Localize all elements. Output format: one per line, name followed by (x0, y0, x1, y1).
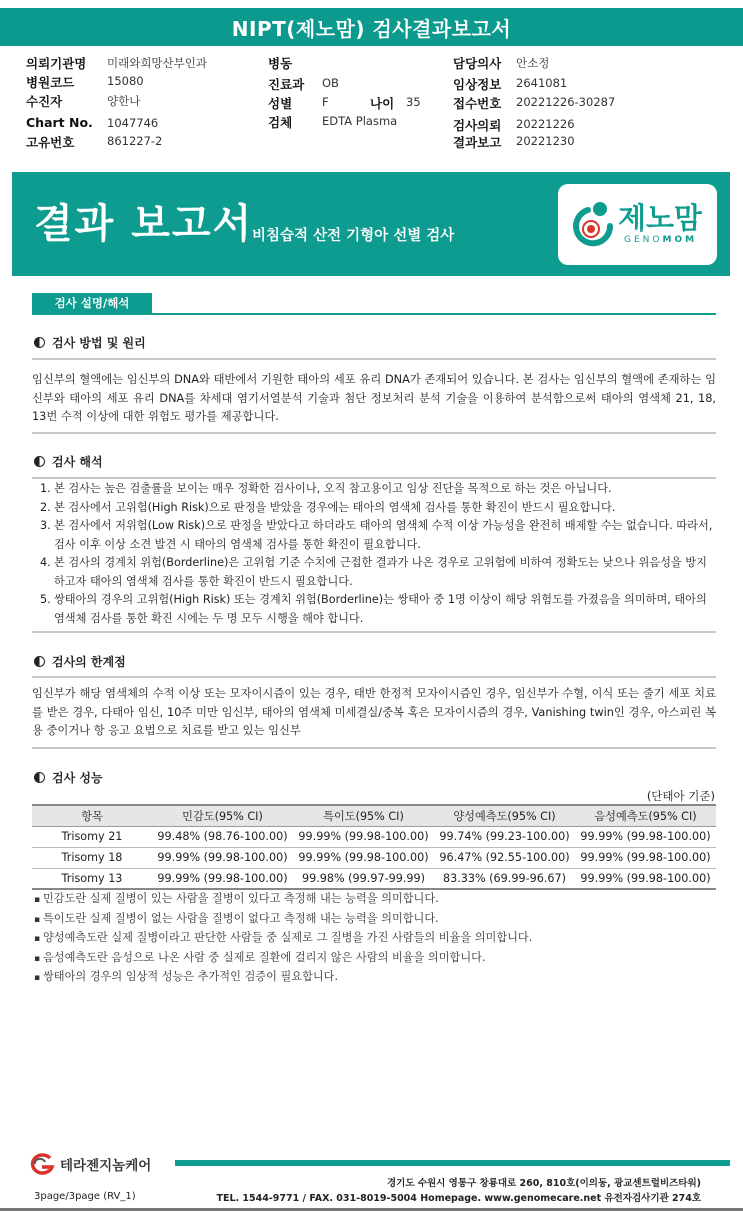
genomom-logo (558, 184, 717, 265)
info-label: 의뢰기관명 (26, 56, 87, 71)
logo-sub-a: GENO (624, 235, 663, 245)
table-cell: 83.33% (69.99-96.67) (434, 868, 575, 889)
table-cell: Trisomy 18 (32, 847, 152, 868)
divider (32, 747, 716, 749)
info-label: 병원코드 (26, 75, 75, 90)
banner-title: 결과 보고서 (34, 201, 254, 247)
info-label: 성별 (268, 96, 293, 111)
table-cell: Trisomy 13 (32, 868, 152, 889)
section-tab: 검사 설명/해석 (32, 293, 152, 313)
section-divider (32, 313, 716, 315)
list-text: 쌍태아의 경우의 고위험(High Risk) 또는 경계치 위험(Borderline)는 쌍태아 중 1명 이상이 해당 위험도를 가졌음을 의미하며, 태아의 염색체 검사를 통한 확진 시에는 두 명 모두 시행을 해야 합니다. (54, 593, 707, 625)
half-circle-icon (34, 337, 45, 348)
info-value: F (322, 95, 329, 109)
info-label: 접수번호 (453, 96, 502, 111)
list-number: 4. (40, 556, 51, 569)
table-row (32, 826, 716, 847)
company-name: 테라젠지놈케어 (60, 1158, 152, 1174)
info-label: 진료과 (268, 77, 305, 92)
table-cell: 99.74% (99.23-100.00) (434, 826, 575, 847)
info-value: 20221226-30287 (516, 95, 616, 109)
logo-sub-b: MOM (662, 235, 698, 245)
limits-heading-text: 검사의 한계점 (52, 655, 126, 669)
info-value: 15080 (107, 74, 144, 88)
note-item: ▪ 음성예측도란 음성으로 나온 사람 중 실제로 질환에 걸리지 않은 사람의 비율을 의미합니다. (34, 949, 532, 969)
table-header-row (32, 805, 716, 826)
performance-heading (34, 769, 103, 786)
list-number: 3. (40, 519, 51, 532)
column-header: 음성예측도(95% CI) (575, 805, 716, 826)
performance-heading-text: 검사 성능 (52, 771, 103, 785)
interpretation-heading (34, 453, 103, 470)
table-cell: Trisomy 21 (32, 826, 152, 847)
divider (32, 631, 716, 633)
logo-subtext (624, 235, 697, 245)
info-value: 안소정 (516, 56, 550, 70)
info-value: 2641081 (516, 76, 568, 90)
info-value: 미래와희망산부인과 (107, 56, 207, 70)
info-value: 35 (406, 95, 421, 109)
logo-text: 제노맘 (618, 201, 703, 235)
method-heading (34, 334, 146, 351)
list-item (40, 499, 716, 518)
method-heading-text: 검사 방법 및 원리 (52, 336, 146, 350)
half-circle-icon (34, 656, 45, 667)
limits-text: 임신부가 해당 염색체의 수적 이상 또는 모자이시즘이 있는 경우, 태반 한정적 모자이시즘인 경우, 임신부가 수혈, 이식 또는 줄기 세포 치료를 받은 경우, 다태아 임신, 10주 미만 임신부, 태아의 염색체 미세결실/중복 혹은 모자이시즘의 경우, Vanishing twin인 경우, 아스피린 복용 중이거나 항 응고 요법으로 치료를 받고 있는 임신부 (32, 687, 716, 737)
column-header: 특이도(95% CI) (293, 805, 434, 826)
info-label: 검사의뢰 (453, 118, 502, 133)
interpretation-heading-text: 검사 해석 (52, 455, 103, 469)
company-logo-icon (28, 1153, 56, 1175)
info-value: EDTA Plasma (322, 114, 398, 128)
list-text: 본 검사에서 고위험(High Risk)으로 판정을 받았을 경우에는 태아의 염색체 검사를 통한 확진이 반드시 필요합니다. (54, 500, 616, 514)
info-label: Chart No. (26, 115, 93, 130)
info-label: 검체 (268, 115, 293, 130)
interpretation-list (40, 480, 716, 628)
divider (32, 432, 716, 434)
info-label: 임상정보 (453, 77, 502, 92)
info-label: 결과보고 (453, 135, 502, 150)
info-label: 고유번호 (26, 135, 75, 150)
column-header: 양성예측도(95% CI) (434, 805, 575, 826)
list-number: 1. (40, 482, 51, 495)
info-label: 병동 (268, 56, 293, 71)
note-item: ▪ 특이도란 실제 질병이 없는 사람을 질병이 없다고 측정해 내는 능력을 의미합니다. (34, 910, 532, 930)
note-item: ▪ 민감도란 실제 질병이 있는 사람을 질병이 있다고 측정해 내는 능력을 의미합니다. (34, 890, 532, 910)
list-item (40, 517, 716, 554)
list-item (40, 591, 716, 628)
performance-notes (34, 890, 532, 988)
info-value: 20221226 (516, 117, 575, 131)
info-value: 양한나 (107, 94, 141, 108)
column-header: 민감도(95% CI) (152, 805, 293, 826)
info-label: 수진자 (26, 94, 63, 109)
result-banner (12, 172, 730, 276)
note-item: ▪ 쌍태아의 경우의 임상적 성능은 추가적인 검증이 필요합니다. (34, 968, 532, 988)
bottom-divider (0, 1208, 743, 1211)
performance-table (32, 804, 716, 890)
footer-contact: TEL. 1544-9771 / FAX. 031-8019-5004 Homepage. www.genomecare.net 유전자검사기관 274호 (216, 1193, 701, 1204)
page-number: 3page/3page (RV_1) (34, 1191, 136, 1202)
table-cell: 99.99% (99.98-100.00) (575, 847, 716, 868)
half-circle-icon (34, 456, 45, 467)
table-cell: 99.99% (99.98-100.00) (293, 847, 434, 868)
footer-address: 경기도 수원시 영통구 창룡대로 260, 810호(이의동, 광교센트럴비즈타워) (386, 1178, 701, 1189)
table-cell: 99.98% (99.97-99.99) (293, 868, 434, 889)
list-text: 본 검사의 경계치 위험(Borderline)은 고위험 기준 수치에 근접한 결과가 나온 경우로 고위험에 비하여 정확도는 낮으나 위음성을 방지하고자 태아의 염색체 검사를 통한 확진이 반드시 필요합니다. (54, 556, 707, 588)
info-value: 861227-2 (107, 134, 163, 148)
divider (32, 477, 716, 479)
divider (32, 358, 716, 360)
column-header: 항목 (32, 805, 152, 826)
list-item (40, 480, 716, 499)
list-number: 5. (40, 593, 51, 606)
table-cell: 99.99% (99.98-100.00) (152, 847, 293, 868)
list-number: 2. (40, 500, 51, 514)
list-text: 본 검사에서 저위험(Low Risk)으로 판정을 받았다고 하더라도 태아의 염색체 수적 이상 가능성을 완전히 배제할 수는 없습니다. 따라서, 검사 이후 이상 소견 발견 시 태아의 염색체 검사를 통한 확진이 필요합니다. (54, 519, 713, 551)
table-row (32, 847, 716, 868)
half-circle-icon (34, 772, 45, 783)
limits-heading (34, 653, 126, 670)
unit-note: (단태아 기준) (646, 789, 715, 803)
info-label: 담당의사 (453, 56, 502, 71)
table-cell: 99.99% (99.98-100.00) (575, 868, 716, 889)
report-title: NIPT(제노맘) 검사결과보고서 (0, 8, 743, 46)
banner-subtitle: 비침습적 산전 기형아 선별 검사 (252, 228, 455, 244)
table-cell: 96.47% (92.55-100.00) (434, 847, 575, 868)
note-item: ▪ 양성예측도란 실제 질병이라고 판단한 사람들 중 실제로 그 질병을 가진 사람들의 비율을 의미합니다. (34, 929, 532, 949)
genomom-logo-icon (570, 198, 616, 250)
info-label: 나이 (370, 96, 395, 111)
table-cell: 99.48% (98.76-100.00) (152, 826, 293, 847)
info-value: OB (322, 76, 339, 90)
list-text: 본 검사는 높은 검출률을 보이는 매우 정확한 검사이나, 오직 참고용이고 임상 진단을 목적으로 하는 것은 아닙니다. (54, 482, 612, 495)
info-value: 1047746 (107, 116, 159, 130)
table-cell: 99.99% (99.98-100.00) (152, 868, 293, 889)
table-row (32, 868, 716, 889)
company-logo (28, 1153, 151, 1175)
table-cell: 99.99% (99.98-100.00) (575, 826, 716, 847)
footer-bar (175, 1160, 730, 1166)
method-text: 임신부의 혈액에는 임신부의 DNA와 태반에서 기원한 태아의 세포 유리 DNA가 존재되어 있습니다. 본 검사는 임신부의 혈액에 존재하는 임신부와 태아의 세포 유리 DNA를 차세대 염기서열분석 기술과 첨단 정보처리 분석 기술을 이용하여 분석함으로써 태아의 염색체 21, 18, 13번 수적 이상에 대한 위험도 평가를 제공합니다. (32, 373, 716, 423)
divider (32, 676, 716, 678)
list-item (40, 554, 716, 591)
table-cell: 99.99% (99.98-100.00) (293, 826, 434, 847)
info-value: 20221230 (516, 134, 575, 148)
